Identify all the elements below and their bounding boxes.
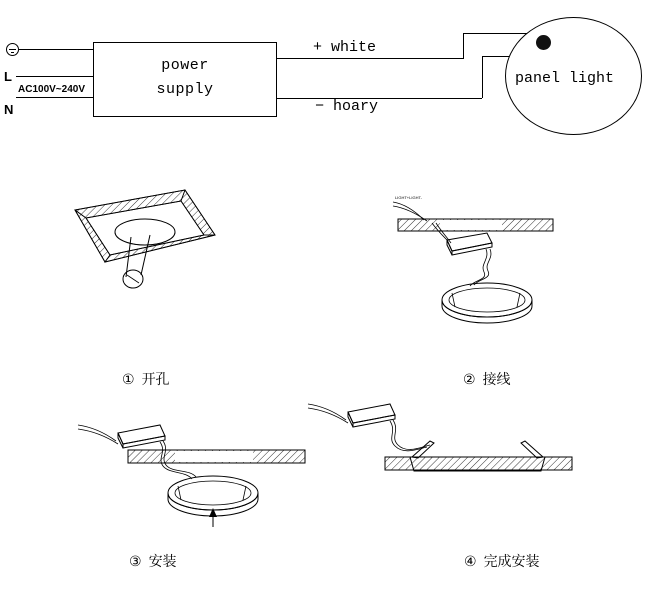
step2-label: 接线 (482, 372, 511, 388)
terminal-live-label: L (4, 69, 12, 84)
step4-figure (308, 404, 572, 471)
voltage-label: AC100V~240V (18, 84, 85, 95)
step2-number: ② (463, 372, 476, 388)
negative-wire-horizontal (277, 98, 482, 99)
neutral-wire (16, 97, 93, 98)
negative-wire-vertical (482, 56, 483, 98)
power-supply-box (93, 42, 277, 117)
step3-figure (78, 425, 305, 527)
power-supply-label-line2: supply (156, 81, 214, 98)
step1-number: ① (122, 372, 135, 388)
step3-number: ③ (129, 554, 142, 570)
step2-caption (463, 369, 511, 389)
step4-label: 完成安装 (483, 554, 540, 570)
step4-caption (464, 551, 540, 571)
ground-icon (6, 43, 19, 56)
positive-wire-vertical (463, 33, 464, 59)
step1-figure (75, 190, 215, 288)
positive-wire-horizontal (277, 58, 463, 59)
step3-label: 安装 (148, 554, 177, 570)
svg-text:LIGHT+LIGHT-: LIGHT+LIGHT- (395, 195, 423, 200)
step1-caption (122, 369, 170, 389)
terminal-neutral-label: N (4, 102, 14, 117)
panel-light-label: panel light (515, 70, 615, 87)
ground-wire (19, 49, 93, 50)
panel-light-connection-dot (536, 35, 551, 50)
power-supply-label-line1: power (161, 57, 209, 74)
step4-number: ④ (464, 554, 477, 570)
step3-caption (129, 551, 177, 571)
installation-steps-illustration (0, 175, 654, 575)
step2-figure (393, 195, 553, 323)
negative-signal-label: − hoary (315, 98, 379, 115)
positive-signal-label: + white (313, 39, 377, 56)
live-wire (16, 76, 93, 77)
step1-label: 开孔 (141, 372, 170, 388)
